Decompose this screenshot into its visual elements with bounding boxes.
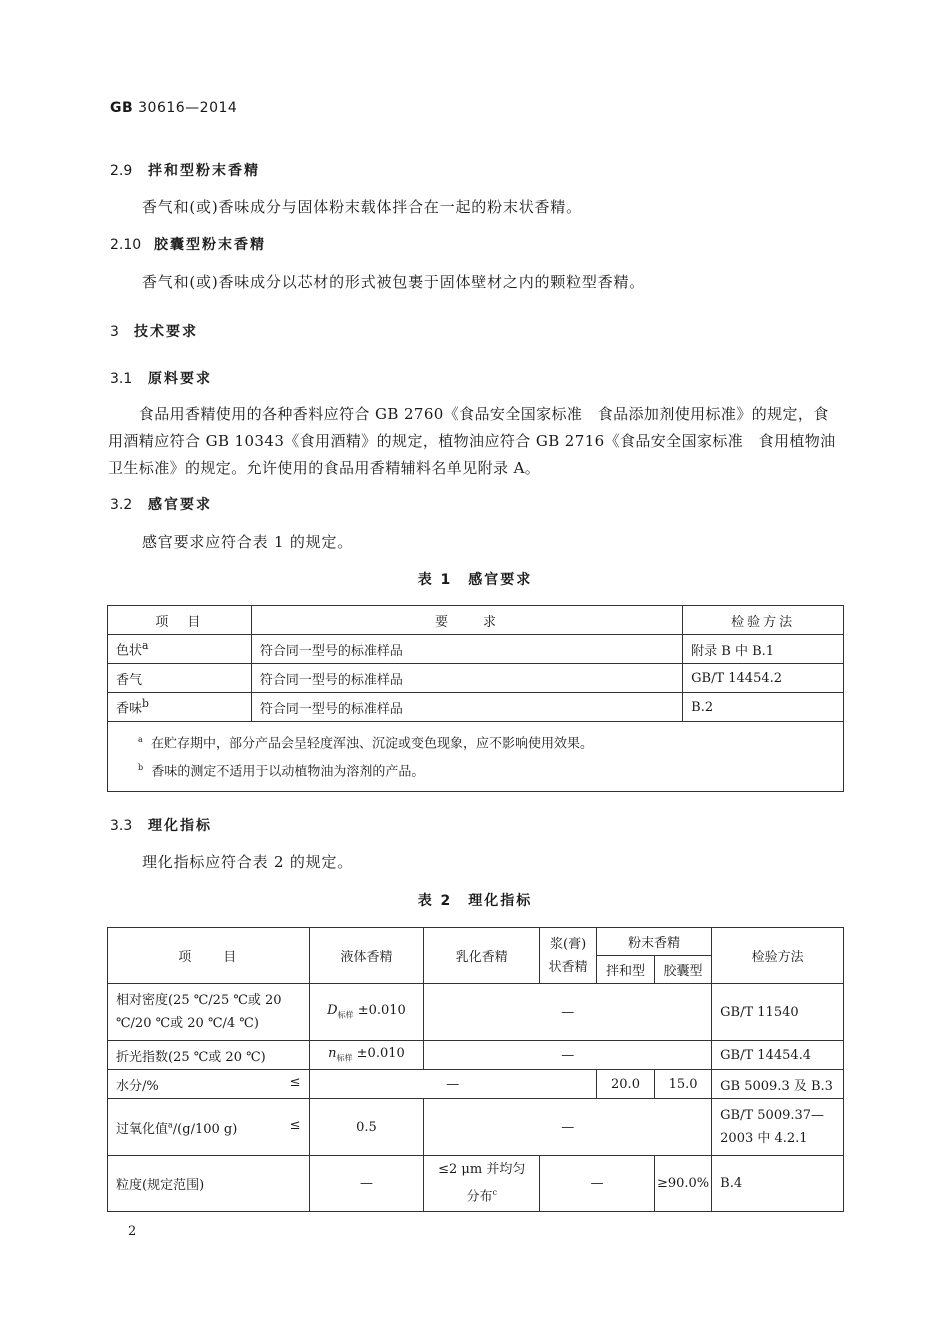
table-row [108,1156,844,1212]
table-1-item-color: 色状$^a$ [108,635,252,664]
table-2-header-item: 项 目 [108,928,310,984]
table-2-header-mix: 拌和型 [597,956,655,984]
table-2-density-other: — [424,984,712,1041]
table-1-caption: 表 1 感官要求 [417,572,533,588]
standard-code: GB [110,100,134,116]
table-2-header-powder: 粉末香精 [597,928,712,956]
table-1-method-flavor: B.2 [683,693,844,722]
table-2-moisture-capsule: 15.0 [654,1070,711,1099]
table-row [108,1070,844,1099]
section-3-3-heading: 3.3 理化指标 [110,818,212,834]
table-1-header-requirement: 要 求 [251,606,682,635]
table-2-moisture-mix: 20.0 [597,1070,655,1099]
table-2-caption: 表 2 理化指标 [417,893,533,909]
table-1-req-color: 符合同一型号的标准样品 [251,635,682,664]
table-2-header-emulsion: 乳化香精 [424,928,540,984]
section-3-1-text: 食品用香精使用的各种香料应符合 GB 2760《食品安全国家标准 食品添加剂使用标准》的规定，食用酒精应符合 GB 10343《食用酒精》的规定，植物油应符合 GB 2716《食品安全国家标准 食用植物油卫生标准》的规定。允许使用的食品用香精辅料名单见附录 A。 [108,405,836,477]
table-row [108,635,844,664]
table-2-moisture-other: — [309,1070,596,1099]
table-row [108,693,844,722]
table-1-method-color: 附录 B 中 B.1 [683,635,844,664]
table-1-note-b: $^b$ 香味的测定不适用于以动植物油为溶剂的产品。 [138,763,425,780]
page-number: 2 [128,1224,137,1239]
table-1-note-a: $^a$ 在贮存期中，部分产品会呈轻度浑浊、沉淀或变色现象，应不影响使用效果。 [138,735,594,752]
table-1-header-row [108,606,844,635]
section-3-3-text: 理化指标应符合表 2 的规定。 [142,853,354,871]
table-2-item-peroxide: 过氧化值$^a$/(g/100 g) ≤ [108,1099,310,1156]
table-2-particle-mid: — [540,1156,655,1212]
table-2-density-method: GB/T 11540 [712,984,844,1041]
table-2-item-refractive: 折光指数(25 ℃或 20 ℃) [108,1041,310,1070]
section-2-10-text: 香气和(或)香味成分以芯材的形式被包裹于固体壁材之内的颗粒型香精。 [142,273,646,291]
table-1-notes [108,722,844,792]
table-2-particle-capsule: ≥90.0% [654,1156,711,1212]
table-1-header-method: 检验方法 [683,606,844,635]
table-2-peroxide-other: — [424,1099,712,1156]
table-2-header-row-1 [108,928,844,956]
table-2-particle-method: B.4 [712,1156,844,1212]
standard-number: 30616—2014 [138,100,238,116]
table-2-refractive-liquid: $n_{标样} \pm 0.010$ [309,1041,424,1070]
section-3-2-heading: 3.2 感官要求 [110,497,212,513]
table-row [108,1099,844,1156]
table-2-item-particle: 粒度(规定范围) [108,1156,310,1212]
table-2-header-method: 检验方法 [712,928,844,984]
table-2-peroxide-liquid: 0.5 [309,1099,424,1156]
section-3-1-heading: 3.1 原料要求 [110,371,212,387]
section-2-10-heading: 2.10 胶囊型粉末香精 [110,237,266,253]
table-1-item-flavor: 香味$^b$ [108,693,252,722]
table-row [108,664,844,693]
section-3-heading: 3 技术要求 [110,324,198,340]
table-2-particle-liquid: — [309,1156,424,1212]
table-2-density-liquid: $D_{标样} \pm 0.010$ [309,984,424,1041]
table-2-physicochemical [107,927,844,1212]
table-2-moisture-method: GB 5009.3 及 B.3 [712,1070,844,1099]
table-1-method-aroma: GB/T 14454.2 [683,664,844,693]
table-2-refractive-other: — [424,1041,712,1070]
table-1-header-item: 项 目 [108,606,252,635]
table-2-header-capsule: 胶囊型 [654,956,711,984]
table-2-header-liquid: 液体香精 [309,928,424,984]
table-2-item-density: 相对密度(25 ℃/25 ℃或 20 ℃/20 ℃或 20 ℃/4 ℃) [108,984,310,1041]
table-2-header-paste: 浆(膏)状香精 [540,928,597,984]
table-row [108,984,844,1041]
table-1-item-aroma: 香气 [108,664,252,693]
table-2-item-moisture: 水分/% ≤ [108,1070,310,1099]
table-2-refractive-method: GB/T 14454.4 [712,1041,844,1070]
section-2-9-text: 香气和(或)香味成分与固体粉末载体拌合在一起的粉末状香精。 [142,198,582,216]
table-2-particle-emulsion: ≤2 μm 并均匀分布$^c$ [424,1156,540,1212]
section-3-2-text: 感官要求应符合表 1 的规定。 [142,533,354,551]
table-row [108,1041,844,1070]
table-2-peroxide-method: GB/T 5009.37—2003 中 4.2.1 [712,1099,844,1156]
table-1-req-flavor: 符合同一型号的标准样品 [251,693,682,722]
table-1-req-aroma: 符合同一型号的标准样品 [251,664,682,693]
table-1-sensory [107,605,844,792]
document-header [110,100,237,116]
section-2-9-heading: 2.9 拌和型粉末香精 [110,163,260,179]
